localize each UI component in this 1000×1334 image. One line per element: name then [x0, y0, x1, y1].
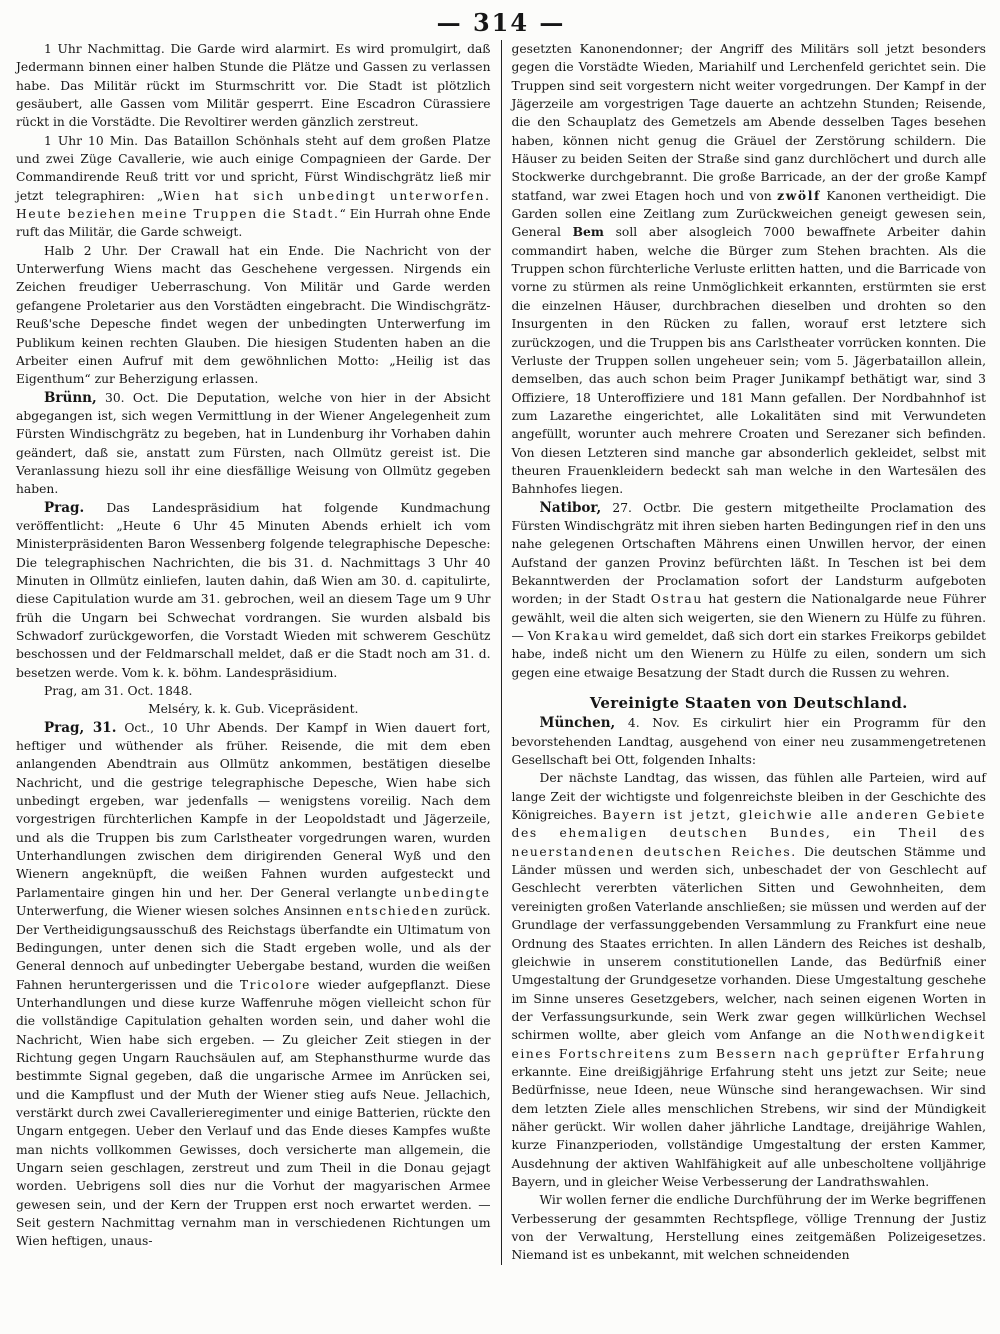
spaced-quote: Wien hat sich unbedingt unterworfen. Heute beziehen meine Truppen die Stadt.: [16, 188, 491, 222]
spaced-word: unbedingte: [403, 885, 491, 900]
article-paragraph: [16, 389, 491, 499]
spaced-phrase: Nothwendigkeit eines Fortschreitens zum Bessern nach geprüfter Erfahrung: [511, 1028, 986, 1061]
article-signature: Melséry, k. k. Gub. Vicepräsident.: [148, 702, 359, 717]
article-paragraph: 1 Uhr Nachmittag. Die Garde wird alarmirt. Es wird promulgirt, daß Jedermann binnen einer halben Stunde die Plätze und Gassen zu verlassen habe. Das Militär rückt im Sturmschritt vor. Die Stadt ist plötzlich gesäubert, alle Gassen vom Militär gesperrt. Eine Escadron Cürassiere rückt in die Vorstädte. Die Revoltirer werden gänzlich zerstreut.: [16, 42, 491, 130]
left-column: [16, 40, 501, 1265]
text-run: wird gemeldet, daß sich dort ein starkes Freikorps gebildet habe, indeß nicht um den Wienern zu Hülfe zu eilen, sondern um sich gegen eine etwaige Besatzung der Stadt durch die Russen zu wehren.: [511, 629, 986, 680]
dateline-place: Brünn,: [44, 389, 97, 406]
text-run: “ Ein Hurrah ohne Ende ruft das Militär, die Garde schweigt.: [16, 207, 491, 240]
article-paragraph: [512, 499, 987, 682]
text-run: wieder aufgepflanzt. Diese Unterhandlungen und diese kurze Waffenruhe mögen vielleicht schon für die vollständige Capitulation gehalten worden sein, und daher wohl die Nachricht, Wien habe sich ergeben. — Zu gleicher Zeit stiegen in der Richtung gegen Ungarn Rauchsäulen auf, am Stephansthurme wurde das bestimmte Signal gegeben, daß die ungarische Armee im Anrücken sei, und die Kampflust und der Muth der Wiener stieg aufs Neue. Jellachich, verstärkt durch zwei Cavallerieregimenter und einige Batterien, rückte den Ungarn entgegen. Ueber den Verlauf und das Ende dieses Kampfes wußte man nichts vollkommen Gewisses, doch versicherte man allgemein, die Ungarn seien geschlagen, zerstreut und zum Theil in die Donau gejagt worden. Uebrigens soll dies nur die Vorhut der magyarischen Armee gewesen sein, und der Kern der Truppen erst noch erwartet werden. — Seit gestern Nachmittag vernahm man in verschiedenen Richtungen um Wien heftigen, unaus-: [16, 977, 491, 1249]
article-paragraph: Wir wollen ferner die endliche Durchführung der im Werke begriffenen Verbesserung der gesammten Rechtspflege, völlige Trennung der Justiz von der Verwaltung, Herstellung eines zeitgemäßen Polizeigesetzes. Niemand ist es unbekannt, mit welchen schneidenden: [511, 1193, 986, 1263]
spaced-word: Krakau: [554, 629, 610, 643]
text-run: erkannte. Eine dreißigjährige Erfahrung steht uns jetzt zur Seite; neue Bedürfnisse, neue Ideen, neue Wünsche sind herangewachsen. Wir sind dem letzten Ziele alles menschlichen Strebens, wir sind der Mündigkeit näher gerückt. Wir wollen daher jährliche Landtage, dreijährige Wahlen, kurze Finanzperioden, vollständige Umgestaltung der ersten Kammer, Ausdehnung der aktiven Wahlfähigkeit auf alle unbescholtene volljährige Bayern, und in gleicher Weise Verbesserung der Landrathswahlen.: [511, 1064, 986, 1189]
spaced-word: zwölf: [777, 187, 821, 203]
text-run: 4. Nov. Es cirkulirt hier ein Programm für den bevorstehenden Landtag, ausgehend von einer neu zusammengetretenen Gesellschaft bei Ott, folgenden Inhalts:: [511, 716, 986, 768]
article-paragraph: Halb 2 Uhr. Der Crawall hat ein Ende. Die Nachricht von der Unterwerfung Wiens macht das Geschehene vergessen. Nirgends ein Zeichen freudiger Ueberraschung. Von Militär und Garde werden gefangene Proletarier aus den Vorstädten eingebracht. Die Windischgrätz-Reuß'sche Depesche findet wegen der unbedingten Unterwerfung im Publikum keinen rechten Glauben. Die hiesigen Studenten haben an die Arbeiter einen Aufruf mit dem gewöhnlichen Motto: „Heilig ist das Eigenthum“ zur Beherzigung erlassen.: [16, 243, 491, 387]
article-paragraph: [16, 719, 491, 1251]
text-run: zurück. Der Vertheidigungsausschuß des Reichstags überfandte ein Ultimatum von Bedingungen, unter denen sich die Stadt ergeben wolle, und als der General dennoch auf unbedingter Uebergabe bestand, wurden die weißen Fahnen heruntergerissen und die: [16, 904, 491, 992]
text-run: Oct., 10 Uhr Abends. Der Kampf in Wien dauert fort, heftiger und wüthender als früher. Reisende, die mit dem eben anlangenden Abendtrain aus Ollmütz ankommen, bestätigen dieselbe Nachricht, und die gestrige telegraphische Depesche, Wien habe sich unbedingt ergeben, war jedenfalls — wenigstens voreilig. Nach dem vorgestrigen fürchterlichen Kampfe in der Leopoldstadt und Jägerzeile, und als die Truppen bis zum Carlstheater vorgedrungen waren, wurden Unterhandlungen zwischen dem dirigirenden General Wyß und den Wienern angeknüpft, die weißen Fahnen wurden aufgesteckt und Parlamentaire gingen hin und her. Der General verlangte: [16, 720, 491, 900]
text-run: soll aber alsogleich 7000 bewaffnete Arbeiter dahin commandirt haben, welche die Bürger zum Stehen brachten. Als die Truppen schon fürchterliche Verluste erlitten hatten, und die Barricade von vorne zu stürmen als reine Unmöglichkeit erkannten, erstürmten sie erst die einzelnen Häuser, durchbrachen dieselben und drohten so den Insurgenten in den Rücken zu fallen, worauf erst letztere sich zurückzogen, und die Truppen bis ans Carlstheater vorrücken konnten. Die Verluste der Truppen sollen ungeheuer sein; vom 5. Jägerbataillon allein, demselben, das auch schon beim Prager Junikampf bethätigt war, sind 3 Offiziere, 18 Unteroffiziere und 181 Mann gefallen. Der Nordbahnhof ist zum Lazarethe eingerichtet, alle Lokalitäten sind mit Verwundeten angefüllt, worunter auch mehrere Croaten und Serezaner sich befinden. Von diesen Letzteren sind manche gar absonderlich gekleidet, selbst mit theuren Frauenkleidern bedeckt sah man welche in den Wartesälen des Bahnhofes liegen.: [511, 225, 986, 497]
article-date: Prag, am 31. Oct. 1848.: [44, 684, 193, 699]
text-run: gesetzten Kanonendonner; der Angriff des Militärs soll jetzt besonders gegen die Vorstädte Wieden, Mariahilf und Lerchenfeld gerichtet sein. Die Truppen sind seit vorgestern nicht weiter vorgedrungen. Der Kampf in der Jägerzeile am vorgestrigen Tage dauerte an achtzehn Stunden; Reisende, die den Schauplatz des Gemetzels am Abende desselben Tages besehen haben, können nicht genug die Gräuel der Zerstörung schildern. Die Häuser zu beiden Seiten der Straße sind ganz durchlöchert und durch alle Stockwerke durchgebrannt. Die große Barricade, an der der große Kampf statfand, war zwei Etagen hoch und von: [511, 42, 986, 203]
spaced-word: Ostrau: [650, 592, 703, 607]
spaced-word: entschieden: [346, 904, 440, 919]
bold-name: Bem: [572, 224, 604, 240]
article-paragraph: [512, 714, 987, 769]
dateline-place: München,: [539, 715, 616, 732]
section-heading: Vereinigte Staaten von Deutschland.: [589, 694, 908, 713]
dateline-place: Prag, 31.: [44, 719, 117, 736]
text-run: Unterwerfung, die Wiener wiesen solches Ansinnen: [16, 904, 347, 919]
article-paragraph: [512, 769, 987, 1191]
text-run: hat gestern die Nationalgarde neue Führer gewählt, weil die alten sich weigerten, sie den Wienern zu Hülfe zu führen. — Von: [511, 592, 986, 643]
text-run: Das Landespräsidium hat folgende Kundmachung veröffentlicht: „Heute 6 Uhr 45 Minuten Abends erhielt ich vom Ministerpräsidenten Baron Wessenberg folgende telegraphische Depesche: Die telegraphischen Nachrichten, die bis 31. d. Nachmittags 3 Uhr 40 Minuten in Ollmütz einliefen, lauten dahin, daß Wien am 30. d. capitulirte, diese Capitulation wurde am 31. gebrochen, weil an diesem Tage um 9 Uhr früh die Ungarn bei Schwechat vordrangen. Sie wurden alsbald bis Schwadorf zurückgeworfen, die Vorstadt Wieden mit schwerem Geschütz beschossen und der Feldmarschall meldet, daß er die Stadt noch am 31. d. besetzen werde. Vom k. k. böhm. Landespräsidium.: [16, 500, 491, 680]
article-paragraph: [16, 132, 491, 242]
text-run: Kanonen vertheidigt. Die Garden sollen eine Zeitlang zum Zurückweichen geneigt gewesen sein, General: [511, 188, 986, 240]
spaced-phrase: Bayern ist jetzt, gleichwie alle anderen Gebiete des ehemaligen deutschen Bundes, ein Theil des neuerstandenen deutschen Reiches.: [511, 808, 986, 859]
columns: [16, 40, 986, 1265]
dateline-place: Prag.: [44, 499, 85, 516]
dateline-place: Natibor,: [539, 499, 602, 516]
spaced-word: Tricolore: [239, 977, 312, 992]
text-run: 27. Octbr. Die gestern mitgetheilte Proclamation des Fürsten Windischgrätz mit ihren sieben harten Bedingungen rief in den uns nahe gelegenen Ortschaften Mährens einen Unwillen hervor, der einen Aufstand der ganzen Provinz befürchten läßt. In Teschen ist bei dem Bekanntwerden der Proclamation sofort der Landsturm aufgeboten worden; in der Stadt: [511, 500, 986, 607]
article-paragraph: [512, 40, 987, 499]
article-paragraph: [16, 499, 491, 682]
right-column: [501, 40, 987, 1265]
page-number: — 314 —: [436, 8, 566, 37]
text-run: Der nächste Landtag, das wissen, das fühlen alle Parteien, wird auf lange Zeit der wichtigste und folgenreichste bleiben in der Geschichte des Königreiches.: [511, 771, 986, 823]
text-run: 1 Uhr 10 Min. Das Bataillon Schönhals steht auf dem großen Platze und zwei Züge Cavallerie, wie auch einige Compagnieen der Garde. Der Commandirende Reuß tritt vor und spricht, Fürst Windischgrätz ließ mir jetzt telegraphiren: „: [16, 133, 491, 203]
text-run: 30. Oct. Die Deputation, welche von hier in der Absicht abgegangen ist, sich wegen Vermittlung in der Wiener Angelegenheit zum Fürsten Windischgrätz zu begeben, hat in Lundenburg ihr Vorhaben dahin geändert, daß sie, anstatt zum Fürsten, nach Ollmütz gereist ist. Die Veranlassung hiezu soll ihr eine diesfällige Weisung von Ollmütz gegeben haben.: [16, 390, 491, 497]
text-run: Die deutschen Stämme und Länder müssen und werden sich, unbeschadet der von Geschlecht auf Geschlecht vererbten väterlichen Sitten und Gewohnheiten, dem vereinigten großen Vaterlande anschließen; sie müssen und werden auf der Grundlage der verfassunggebenden Versammlung zu Frankfurt eine neue Ordnung des Staates errichten. In allen Ländern des Reiches ist deshalb, gleichwie in unserem constitutionellen Lande, das Bedürfniß einer Umgestaltung der Grundgesetze vorhanden. Diese Umgestaltung geschehe im Sinne unseres Gesetzgebers, welcher, nach seinen eigenen Worten in der Verfassungsurkunde, sein Werk zwar gegen willkürlichen Wechsel schirmen wollte, aber gleich vom Anfange an die: [511, 844, 986, 1043]
